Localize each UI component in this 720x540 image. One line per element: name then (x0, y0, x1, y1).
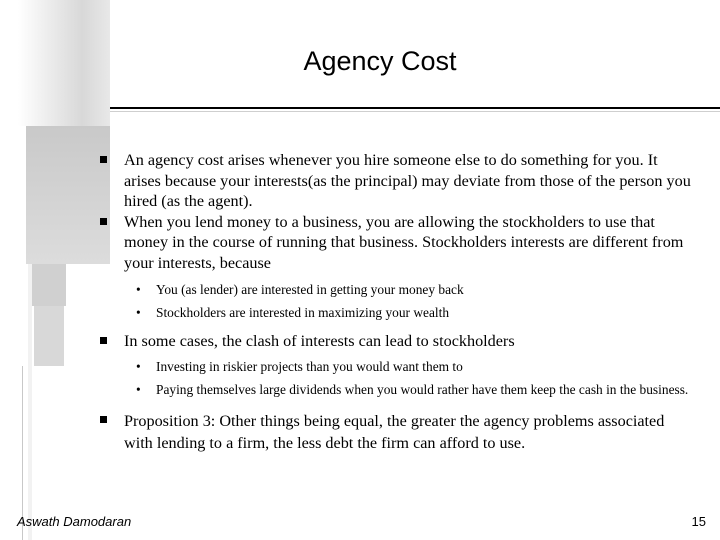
decorative-block (32, 264, 66, 306)
footer-author: Aswath Damodaran (17, 514, 132, 529)
square-bullet-icon (100, 156, 107, 163)
sub-bullet-item (96, 381, 696, 398)
bullet-item (96, 150, 696, 212)
square-bullet-icon (100, 218, 107, 225)
bullet-text: An agency cost arises whenever you hire someone else to do something for you. It arises because your interests(as the principal) may deviate from those of the person you hired (as the agent). (124, 151, 691, 210)
square-bullet-icon (100, 416, 107, 423)
sub-bullet-text: Investing in riskier projects than you would want them to (156, 358, 463, 374)
bullet-text: In some cases, the clash of interests can lead to stockholders (124, 332, 515, 350)
bullet-item (96, 410, 696, 454)
title-divider (110, 107, 720, 109)
bullet-item (96, 331, 696, 352)
bullet-item (96, 212, 696, 274)
sub-bullet-text: Stockholders are interested in maximizing your wealth (156, 305, 450, 320)
decorative-block (18, 0, 110, 126)
sub-bullet-item (96, 281, 696, 299)
decorative-block (34, 306, 64, 366)
bullet-text: Proposition 3: Other things being equal, the greater the agency problems associated with lending to a firm, the less debt the firm can afford to use. (124, 411, 665, 452)
dot-bullet-icon: • (136, 305, 141, 320)
slide-title: Agency Cost (303, 46, 457, 76)
title-divider-shadow (110, 111, 720, 112)
sub-bullet-item (96, 304, 696, 322)
dot-bullet-icon: • (136, 358, 141, 374)
dot-bullet-icon: • (136, 282, 141, 297)
slide-content (96, 150, 696, 454)
sub-bullet-item (96, 358, 696, 376)
sub-bullet-text: You (as lender) are interested in getting your money back (156, 282, 464, 297)
page-number: 15 (691, 514, 706, 529)
bullet-text: When you lend money to a business, you are allowing the stockholders to use that money in the course of running that business. Stockholders interests are different from your interests, because (124, 212, 684, 272)
dot-bullet-icon: • (136, 381, 141, 397)
square-bullet-icon (100, 337, 107, 344)
sub-bullet-text: Paying themselves large dividends when you would rather have them keep the cash in the business. (156, 381, 689, 397)
